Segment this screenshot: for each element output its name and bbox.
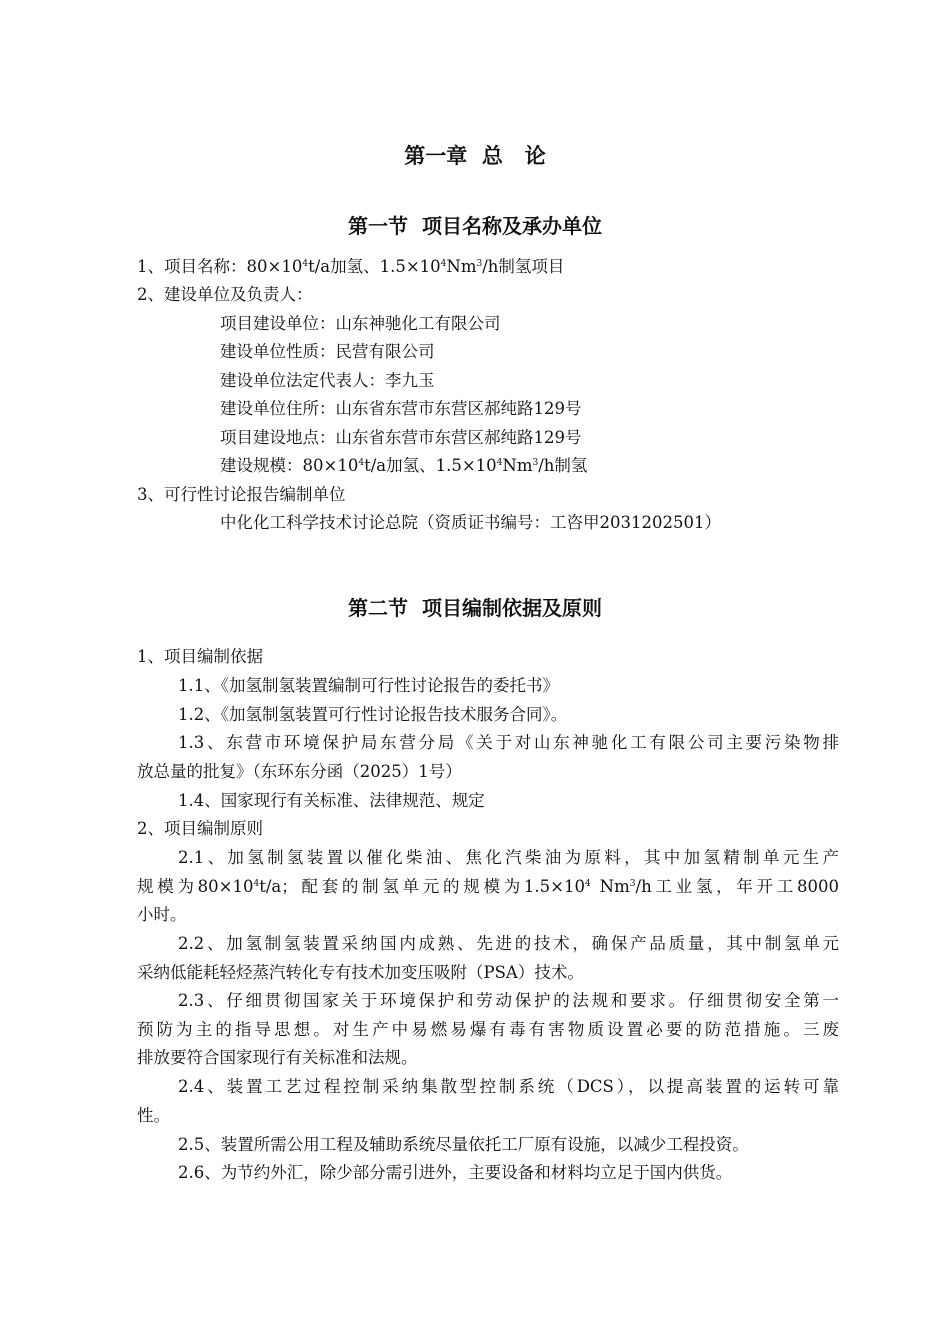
principle-2-3-line-1: 2.3、仔细贯彻国家关于环境保护和劳动保护的法规和要求。仔细贯彻安全第一 bbox=[178, 991, 839, 1010]
chapter-title: 第一章 总 论 bbox=[404, 143, 546, 168]
principle-2-5: 2.5、装置所需公用工程及辅助系统尽量依托工厂原有设施，以减少工程投资。 bbox=[178, 1135, 749, 1154]
basis-item-1-4: 1.4、国家现行有关标准、法律规范、规定 bbox=[178, 791, 485, 810]
principle-2-4-line-2: 性。 bbox=[137, 1106, 170, 1125]
basis-item-1-3-line-1: 1.3、东营市环境保护局东营分局《关于对山东神驰化工有限公司主要污染物排 bbox=[178, 733, 839, 752]
principle-2-3-line-2: 预防为主的指导思想。对生产中易燃易爆有毒有害物质设置必要的防范措施。三废 bbox=[137, 1020, 839, 1039]
principle-2-2-line-2: 采纳低能耗轻烃蒸汽转化专有技术加变压吸附（PSA）技术。 bbox=[137, 963, 584, 982]
project-name-label: 1、项目名称： bbox=[137, 257, 247, 276]
project-name-line: 1、项目名称：$80\times 10^4t/a$加氢、$1.5\times 10^4Nm^3/h$制氢项目 bbox=[137, 257, 565, 276]
basis-heading: 1、项目编制依据 bbox=[137, 647, 263, 666]
principle-heading: 2、项目编制原则 bbox=[137, 819, 263, 838]
principle-2-4-line-1: 2.4、装置工艺过程控制采纳集散型控制系统（DCS），以提高装置的运转可靠 bbox=[178, 1077, 839, 1096]
construction-scale: 建设规模：$80\times 10^4t/a$加氢、$1.5\times 10^4Nm^3/h$制氢 bbox=[220, 456, 588, 475]
builder-nature: 建设单位性质：民营有限公司 bbox=[220, 342, 435, 361]
builder-unit: 项目建设单位：山东神驰化工有限公司 bbox=[220, 314, 501, 333]
principle-2-1-line-2: 规模为$80\times 10^4t/a$；配套的制氢单元的规模为$1.5\times 10^4$ Nm$^3$/h工业氢，年开工8000 bbox=[137, 877, 839, 896]
principle-2-3-line-3: 排放要符合国家现行有关标准和法规。 bbox=[137, 1048, 418, 1067]
legal-representative: 建设单位法定代表人：李九玉 bbox=[220, 371, 435, 390]
basis-item-1-3-line-2: 放总量的批复》（东环东分函（2025）1号） bbox=[137, 762, 462, 781]
principle-2-1-line-1: 2.1、加氢制氢装置以催化柴油、焦化汽柴油为原料，其中加氢精制单元生产 bbox=[178, 848, 839, 867]
principle-2-6: 2.6、为节约外汇，除少部分需引进外，主要设备和材料均立足于国内供货。 bbox=[178, 1163, 733, 1182]
section-2-title: 第二节 项目编制依据及原则 bbox=[348, 596, 602, 620]
project-site: 项目建设地点：山东省东营市东营区郝纯路129号 bbox=[220, 428, 582, 447]
principle-2-1-line-3: 小时。 bbox=[137, 905, 187, 924]
report-institute: 中化化工科学技术讨论总院（资质证书编号：工咨甲2031202501） bbox=[220, 513, 721, 532]
builder-heading: 2、建设单位及负责人： bbox=[137, 285, 313, 304]
builder-address: 建设单位住所：山东省东营市东营区郝纯路129号 bbox=[220, 399, 582, 418]
principle-2-2-line-1: 2.2、加氢制氢装置采纳国内成熟、先进的技术，确保产品质量，其中制氢单元 bbox=[178, 934, 839, 953]
basis-item-1-2: 1.2、《加氢制氢装置可行性讨论报告技术服务合同》。 bbox=[178, 705, 568, 724]
basis-item-1-1: 1.1、《加氢制氢装置编制可行性讨论报告的委托书》 bbox=[178, 676, 559, 695]
report-unit-heading: 3、可行性讨论报告编制单位 bbox=[137, 485, 346, 504]
section-1-title: 第一节 项目名称及承办单位 bbox=[348, 214, 602, 238]
